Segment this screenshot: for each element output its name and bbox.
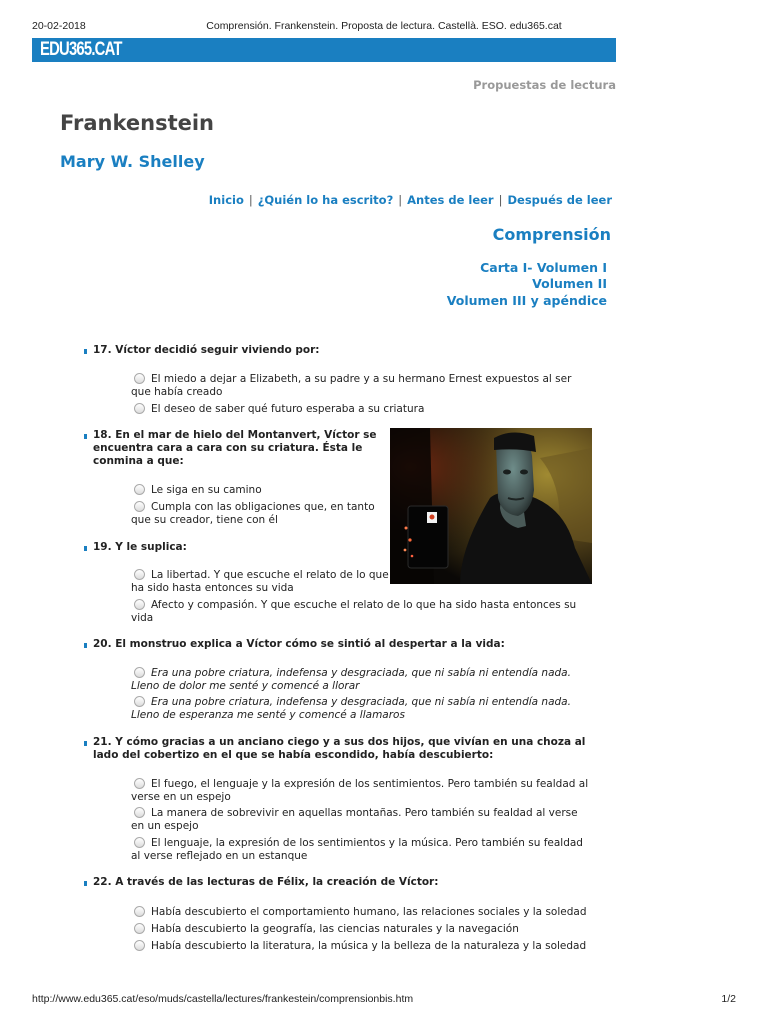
bullet-icon: [84, 434, 87, 439]
bullet-icon: [84, 546, 87, 551]
print-footer: [32, 993, 736, 1007]
option-22-c[interactable]: Había descubierto la literatura, la música y la belleza de la naturaleza y la soledad: [131, 940, 586, 953]
option-17-b[interactable]: El deseo de saber qué futuro esperaba a su criatura: [131, 403, 424, 416]
nav-separator: |: [248, 193, 253, 207]
nav-link-quien[interactable]: ¿Quién lo ha escrito?: [257, 193, 394, 207]
section-label: Propuestas de lectura: [473, 78, 616, 92]
question-21: 21. Y cómo gracias a un anciano ciego y a sus dos hijos, que vivían en una choza al lado del cobertizo en el que se había escondido, había descubierto:: [84, 736, 585, 762]
option-21-b[interactable]: La manera de sobrevivir en aquellas montañas. Pero también su fealdad al verse en un espejo: [131, 807, 578, 832]
option-17-a[interactable]: El miedo a dejar a Elizabeth, a su padre y a su hermano Ernest expuestos al ser que había creado: [131, 373, 572, 398]
radio-button[interactable]: [134, 807, 145, 818]
print-date: 20-02-2018: [32, 20, 86, 32]
print-header: [32, 20, 736, 34]
page-url: http://www.edu365.cat/eso/muds/castella/lectures/frankestein/comprensionbis.htm: [32, 993, 414, 1005]
nav-link-inicio[interactable]: Inicio: [208, 193, 244, 207]
radio-button[interactable]: [134, 599, 145, 610]
radio-button[interactable]: [134, 837, 145, 848]
option-18-a[interactable]: Le siga en su camino: [131, 484, 262, 497]
option-19-a[interactable]: La libertad. Y que escuche el relato de lo que ha sido hasta entonces su vida: [131, 569, 389, 594]
nav-link-despues[interactable]: Después de leer: [507, 193, 612, 207]
question-text: 17. Víctor decidió seguir viviendo por:: [93, 344, 320, 356]
option-20-a[interactable]: Era una pobre criatura, indefensa y desgraciada, que ni sabía ni entendía nada. Lleno de dolor me senté y comencé a llorar: [131, 667, 571, 692]
radio-button[interactable]: [134, 403, 145, 414]
option-19-b[interactable]: Afecto y compasión. Y que escuche el relato de lo que ha sido hasta entonces su vida: [131, 599, 577, 624]
radio-button[interactable]: [134, 373, 145, 384]
question-22: [84, 876, 438, 889]
radio-button[interactable]: [134, 569, 145, 580]
radio-button[interactable]: [134, 923, 145, 934]
radio-button[interactable]: [134, 940, 145, 951]
question-19: [84, 541, 187, 554]
frankenstein-image-svg: [390, 428, 592, 584]
nav-separator: |: [398, 193, 403, 207]
question-text: 19. Y le suplica:: [93, 541, 187, 553]
bullet-icon: [84, 643, 87, 648]
radio-button[interactable]: [134, 667, 145, 678]
question-text: 20. El monstruo explica a Víctor cómo se sintió al despertar a la vida:: [93, 638, 505, 650]
volume-link-carta-i[interactable]: Carta I- Volumen I: [480, 260, 607, 275]
volume-link-volumen-ii[interactable]: Volumen II: [532, 276, 607, 291]
question-20: [84, 638, 505, 651]
bullet-icon: [84, 881, 87, 886]
book-author: Mary W. Shelley: [60, 152, 205, 171]
lecture-nav: [209, 193, 612, 207]
question-text: 22. A través de las lecturas de Félix, la creación de Víctor:: [93, 876, 439, 888]
option-21-c[interactable]: El lenguaje, la expresión de los sentimientos y la música. Pero también su fealdad al verse reflejado en un estanque: [131, 837, 583, 862]
radio-button[interactable]: [134, 484, 145, 495]
bullet-icon: [84, 349, 87, 354]
option-20-b[interactable]: Era una pobre criatura, indefensa y desgraciada, que ni sabía ni entendía nada. Lleno de esperanza me senté y comencé a llamaros: [131, 696, 571, 721]
radio-button[interactable]: [134, 696, 145, 707]
site-banner[interactable]: [32, 38, 616, 62]
page-number: 1/2: [721, 993, 736, 1005]
option-21-a[interactable]: El fuego, el lenguaje y la expresión de los sentimientos. Pero también su fealdad al verse en un espejo: [131, 778, 589, 803]
radio-button[interactable]: [134, 906, 145, 917]
edu365-logo[interactable]: EDU365.CAT: [40, 39, 122, 60]
print-page-title: Comprensión. Frankenstein. Proposta de lectura. Castellà. ESO. edu365.cat: [206, 20, 562, 32]
question-18: 18. En el mar de hielo del Montanvert, Víctor se encuentra cara a cara con su criatura. Ésta le conmina a que:: [84, 429, 377, 468]
nav-link-antes[interactable]: Antes de leer: [407, 193, 494, 207]
option-18-b[interactable]: Cumpla con las obligaciones que, en tanto que su creador, tiene con él: [131, 501, 375, 526]
option-22-b[interactable]: Había descubierto la geografía, las ciencias naturales y la navegación: [131, 923, 519, 936]
comprension-title: Comprensión: [492, 225, 611, 244]
radio-button[interactable]: [134, 501, 145, 512]
question-17: [84, 344, 320, 357]
nav-separator: |: [498, 193, 503, 207]
bullet-icon: [84, 741, 87, 746]
frankenstein-image: [390, 428, 592, 584]
radio-button[interactable]: [134, 778, 145, 789]
option-22-a[interactable]: Había descubierto el comportamiento humano, las relaciones sociales y la soledad: [131, 906, 586, 919]
volume-link-volumen-iii[interactable]: Volumen III y apéndice: [446, 293, 607, 308]
book-title: Frankenstein: [60, 111, 215, 135]
